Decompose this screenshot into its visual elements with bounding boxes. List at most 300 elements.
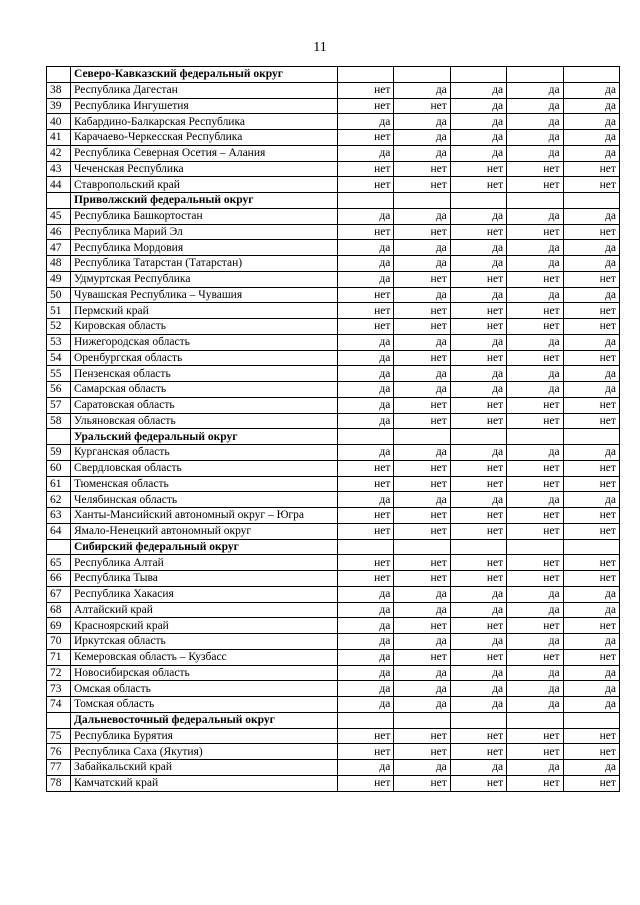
- value-cell: нет: [338, 130, 394, 146]
- regions-table: [46, 66, 620, 792]
- value-cell: да: [507, 634, 563, 650]
- value-cell: нет: [450, 303, 506, 319]
- value-cell: нет: [507, 413, 563, 429]
- district-number-cell: [47, 67, 71, 83]
- value-cell: да: [338, 665, 394, 681]
- value-cell: да: [507, 445, 563, 461]
- value-cell: да: [338, 145, 394, 161]
- region-name: Республика Алтай: [71, 555, 338, 571]
- value-cell: да: [507, 665, 563, 681]
- value-cell: нет: [450, 649, 506, 665]
- table-row: [47, 571, 620, 587]
- value-cell: да: [507, 492, 563, 508]
- value-cell: нет: [563, 555, 619, 571]
- district-empty-cell: [394, 429, 450, 445]
- district-empty-cell: [394, 67, 450, 83]
- region-name: Красноярский край: [71, 618, 338, 634]
- value-cell: нет: [563, 571, 619, 587]
- district-empty-cell: [338, 193, 394, 209]
- value-cell: нет: [450, 618, 506, 634]
- table-row: [47, 586, 620, 602]
- table-row: [47, 760, 620, 776]
- value-cell: нет: [563, 728, 619, 744]
- value-cell: да: [394, 697, 450, 713]
- value-cell: нет: [563, 649, 619, 665]
- value-cell: да: [563, 287, 619, 303]
- value-cell: да: [338, 397, 394, 413]
- region-name: Самарская область: [71, 382, 338, 398]
- region-name: Челябинская область: [71, 492, 338, 508]
- region-name: Ульяновская область: [71, 413, 338, 429]
- value-cell: нет: [450, 744, 506, 760]
- value-cell: да: [338, 649, 394, 665]
- value-cell: нет: [450, 775, 506, 791]
- value-cell: да: [394, 492, 450, 508]
- value-cell: нет: [563, 319, 619, 335]
- region-name: Кабардино-Балкарская Республика: [71, 114, 338, 130]
- value-cell: нет: [563, 303, 619, 319]
- region-name: Республика Ингушетия: [71, 98, 338, 114]
- table-row: [47, 445, 620, 461]
- value-cell: да: [394, 82, 450, 98]
- value-cell: нет: [507, 319, 563, 335]
- value-cell: нет: [563, 224, 619, 240]
- value-cell: да: [394, 145, 450, 161]
- value-cell: да: [563, 382, 619, 398]
- value-cell: да: [507, 114, 563, 130]
- value-cell: да: [338, 602, 394, 618]
- value-cell: да: [450, 208, 506, 224]
- district-header-row: [47, 193, 620, 209]
- value-cell: нет: [394, 350, 450, 366]
- value-cell: да: [563, 130, 619, 146]
- table-row: [47, 208, 620, 224]
- value-cell: нет: [563, 476, 619, 492]
- region-name: Алтайский край: [71, 602, 338, 618]
- value-cell: да: [507, 382, 563, 398]
- value-cell: да: [507, 366, 563, 382]
- value-cell: нет: [507, 744, 563, 760]
- row-number: 77: [47, 760, 71, 776]
- region-name: Чеченская Республика: [71, 161, 338, 177]
- value-cell: нет: [394, 319, 450, 335]
- value-cell: да: [450, 366, 506, 382]
- value-cell: да: [507, 82, 563, 98]
- district-header-row: [47, 712, 620, 728]
- value-cell: да: [394, 287, 450, 303]
- region-name: Курганская область: [71, 445, 338, 461]
- district-empty-cell: [338, 429, 394, 445]
- value-cell: да: [507, 760, 563, 776]
- row-number: 52: [47, 319, 71, 335]
- district-title: Северо-Кавказский федеральный округ: [71, 67, 338, 83]
- table-row: [47, 476, 620, 492]
- region-name: Удмуртская Республика: [71, 271, 338, 287]
- value-cell: нет: [563, 618, 619, 634]
- table-row: [47, 114, 620, 130]
- district-title: Сибирский федеральный округ: [71, 539, 338, 555]
- district-empty-cell: [338, 539, 394, 555]
- value-cell: нет: [450, 350, 506, 366]
- value-cell: да: [563, 82, 619, 98]
- value-cell: да: [563, 208, 619, 224]
- district-empty-cell: [507, 67, 563, 83]
- value-cell: нет: [338, 476, 394, 492]
- value-cell: нет: [338, 98, 394, 114]
- table-row: [47, 602, 620, 618]
- value-cell: да: [394, 586, 450, 602]
- row-number: 67: [47, 586, 71, 602]
- district-number-cell: [47, 712, 71, 728]
- row-number: 61: [47, 476, 71, 492]
- district-empty-cell: [450, 712, 506, 728]
- value-cell: нет: [338, 177, 394, 193]
- table-row: [47, 634, 620, 650]
- value-cell: нет: [507, 728, 563, 744]
- value-cell: да: [450, 445, 506, 461]
- value-cell: нет: [450, 508, 506, 524]
- table-row: [47, 240, 620, 256]
- district-title: Дальневосточный федеральный округ: [71, 712, 338, 728]
- row-number: 56: [47, 382, 71, 398]
- value-cell: нет: [507, 161, 563, 177]
- value-cell: да: [450, 287, 506, 303]
- value-cell: да: [450, 114, 506, 130]
- value-cell: нет: [450, 397, 506, 413]
- district-empty-cell: [450, 539, 506, 555]
- value-cell: да: [563, 681, 619, 697]
- value-cell: нет: [394, 476, 450, 492]
- district-empty-cell: [338, 712, 394, 728]
- row-number: 69: [47, 618, 71, 634]
- value-cell: нет: [450, 555, 506, 571]
- value-cell: да: [394, 130, 450, 146]
- region-name: Томская область: [71, 697, 338, 713]
- table-row: [47, 555, 620, 571]
- table-row: [47, 697, 620, 713]
- value-cell: нет: [394, 571, 450, 587]
- value-cell: нет: [338, 508, 394, 524]
- value-cell: да: [450, 697, 506, 713]
- row-number: 41: [47, 130, 71, 146]
- table-row: [47, 775, 620, 791]
- value-cell: нет: [338, 728, 394, 744]
- district-empty-cell: [394, 193, 450, 209]
- value-cell: да: [338, 618, 394, 634]
- value-cell: да: [450, 130, 506, 146]
- value-cell: нет: [507, 508, 563, 524]
- value-cell: да: [507, 586, 563, 602]
- value-cell: да: [338, 760, 394, 776]
- value-cell: нет: [338, 460, 394, 476]
- row-number: 65: [47, 555, 71, 571]
- value-cell: да: [507, 681, 563, 697]
- row-number: 71: [47, 649, 71, 665]
- row-number: 72: [47, 665, 71, 681]
- district-empty-cell: [507, 539, 563, 555]
- value-cell: да: [563, 445, 619, 461]
- row-number: 58: [47, 413, 71, 429]
- row-number: 45: [47, 208, 71, 224]
- value-cell: да: [450, 82, 506, 98]
- value-cell: да: [394, 256, 450, 272]
- value-cell: да: [507, 697, 563, 713]
- value-cell: да: [338, 240, 394, 256]
- table-row: [47, 271, 620, 287]
- table-row: [47, 523, 620, 539]
- value-cell: да: [507, 256, 563, 272]
- table-row: [47, 366, 620, 382]
- value-cell: нет: [394, 649, 450, 665]
- value-cell: нет: [338, 319, 394, 335]
- table-row: [47, 681, 620, 697]
- value-cell: да: [338, 697, 394, 713]
- value-cell: нет: [338, 224, 394, 240]
- row-number: 60: [47, 460, 71, 476]
- region-name: Республика Северная Осетия – Алания: [71, 145, 338, 161]
- value-cell: нет: [338, 744, 394, 760]
- value-cell: да: [507, 602, 563, 618]
- value-cell: нет: [450, 460, 506, 476]
- value-cell: да: [338, 366, 394, 382]
- value-cell: нет: [563, 523, 619, 539]
- value-cell: нет: [563, 775, 619, 791]
- table-row: [47, 413, 620, 429]
- value-cell: да: [338, 681, 394, 697]
- region-name: Республика Башкортостан: [71, 208, 338, 224]
- value-cell: да: [338, 492, 394, 508]
- value-cell: нет: [450, 476, 506, 492]
- value-cell: нет: [394, 775, 450, 791]
- page-number: 11: [313, 40, 327, 55]
- value-cell: нет: [394, 224, 450, 240]
- district-header-row: [47, 67, 620, 83]
- region-name: Кировская область: [71, 319, 338, 335]
- value-cell: нет: [394, 177, 450, 193]
- value-cell: да: [338, 413, 394, 429]
- value-cell: нет: [450, 523, 506, 539]
- district-empty-cell: [507, 712, 563, 728]
- region-name: Ставропольский край: [71, 177, 338, 193]
- value-cell: нет: [394, 161, 450, 177]
- value-cell: нет: [563, 161, 619, 177]
- value-cell: да: [394, 681, 450, 697]
- value-cell: да: [563, 760, 619, 776]
- value-cell: нет: [507, 303, 563, 319]
- region-name: Тюменская область: [71, 476, 338, 492]
- value-cell: да: [338, 634, 394, 650]
- district-header-row: [47, 429, 620, 445]
- value-cell: да: [507, 130, 563, 146]
- district-empty-cell: [563, 429, 619, 445]
- value-cell: да: [563, 602, 619, 618]
- value-cell: нет: [563, 397, 619, 413]
- value-cell: да: [450, 334, 506, 350]
- value-cell: да: [507, 208, 563, 224]
- table-row: [47, 177, 620, 193]
- row-number: 73: [47, 681, 71, 697]
- value-cell: да: [394, 114, 450, 130]
- row-number: 44: [47, 177, 71, 193]
- value-cell: нет: [338, 303, 394, 319]
- region-name: Камчатский край: [71, 775, 338, 791]
- value-cell: да: [507, 240, 563, 256]
- district-number-cell: [47, 193, 71, 209]
- value-cell: да: [563, 665, 619, 681]
- value-cell: нет: [394, 397, 450, 413]
- value-cell: да: [394, 445, 450, 461]
- value-cell: нет: [450, 224, 506, 240]
- table-row: [47, 744, 620, 760]
- value-cell: да: [450, 145, 506, 161]
- value-cell: нет: [338, 523, 394, 539]
- value-cell: да: [394, 760, 450, 776]
- value-cell: да: [507, 287, 563, 303]
- value-cell: да: [563, 586, 619, 602]
- table-row: [47, 382, 620, 398]
- value-cell: да: [450, 492, 506, 508]
- value-cell: нет: [563, 177, 619, 193]
- value-cell: нет: [394, 271, 450, 287]
- value-cell: нет: [394, 744, 450, 760]
- value-cell: нет: [507, 555, 563, 571]
- value-cell: нет: [507, 476, 563, 492]
- region-name: Свердловская область: [71, 460, 338, 476]
- row-number: 43: [47, 161, 71, 177]
- district-empty-cell: [507, 193, 563, 209]
- region-name: Оренбургская область: [71, 350, 338, 366]
- value-cell: нет: [394, 460, 450, 476]
- table-row: [47, 728, 620, 744]
- value-cell: да: [450, 602, 506, 618]
- table-row: [47, 508, 620, 524]
- value-cell: да: [394, 634, 450, 650]
- table-row: [47, 224, 620, 240]
- district-empty-cell: [450, 67, 506, 83]
- value-cell: нет: [507, 775, 563, 791]
- value-cell: нет: [563, 271, 619, 287]
- region-name: Республика Мордовия: [71, 240, 338, 256]
- value-cell: нет: [338, 82, 394, 98]
- value-cell: да: [563, 145, 619, 161]
- region-name: Карачаево-Черкесская Республика: [71, 130, 338, 146]
- value-cell: да: [450, 681, 506, 697]
- value-cell: нет: [338, 775, 394, 791]
- row-number: 47: [47, 240, 71, 256]
- row-number: 55: [47, 366, 71, 382]
- district-title: Приволжский федеральный округ: [71, 193, 338, 209]
- value-cell: нет: [563, 744, 619, 760]
- value-cell: да: [338, 445, 394, 461]
- value-cell: да: [450, 760, 506, 776]
- region-name: Республика Дагестан: [71, 82, 338, 98]
- table-row: [47, 145, 620, 161]
- district-number-cell: [47, 429, 71, 445]
- value-cell: да: [450, 382, 506, 398]
- district-empty-cell: [563, 67, 619, 83]
- value-cell: нет: [338, 287, 394, 303]
- region-name: Нижегородская область: [71, 334, 338, 350]
- region-name: Омская область: [71, 681, 338, 697]
- region-name: Ханты-Мансийский автономный округ – Югра: [71, 508, 338, 524]
- value-cell: да: [563, 634, 619, 650]
- table-row: [47, 287, 620, 303]
- region-name: Ямало-Ненецкий автономный округ: [71, 523, 338, 539]
- value-cell: да: [338, 334, 394, 350]
- region-name: Республика Хакасия: [71, 586, 338, 602]
- value-cell: да: [338, 350, 394, 366]
- value-cell: нет: [507, 177, 563, 193]
- value-cell: нет: [394, 413, 450, 429]
- value-cell: нет: [450, 271, 506, 287]
- table-row: [47, 161, 620, 177]
- value-cell: нет: [507, 350, 563, 366]
- value-cell: да: [563, 240, 619, 256]
- value-cell: да: [563, 334, 619, 350]
- value-cell: нет: [394, 618, 450, 634]
- region-name: Республика Бурятия: [71, 728, 338, 744]
- region-name: Республика Саха (Якутия): [71, 744, 338, 760]
- district-empty-cell: [563, 539, 619, 555]
- value-cell: да: [563, 98, 619, 114]
- value-cell: да: [338, 586, 394, 602]
- value-cell: да: [450, 240, 506, 256]
- value-cell: да: [507, 98, 563, 114]
- value-cell: да: [338, 256, 394, 272]
- value-cell: да: [563, 492, 619, 508]
- table-row: [47, 665, 620, 681]
- value-cell: да: [338, 271, 394, 287]
- row-number: 38: [47, 82, 71, 98]
- value-cell: нет: [450, 161, 506, 177]
- table-row: [47, 397, 620, 413]
- region-name: Саратовская область: [71, 397, 338, 413]
- row-number: 42: [47, 145, 71, 161]
- district-header-row: [47, 539, 620, 555]
- row-number: 54: [47, 350, 71, 366]
- value-cell: нет: [450, 571, 506, 587]
- row-number: 62: [47, 492, 71, 508]
- table-row: [47, 492, 620, 508]
- value-cell: нет: [394, 508, 450, 524]
- district-title: Уральский федеральный округ: [71, 429, 338, 445]
- value-cell: нет: [394, 555, 450, 571]
- row-number: 53: [47, 334, 71, 350]
- value-cell: нет: [563, 460, 619, 476]
- table-row: [47, 319, 620, 335]
- table-row: [47, 303, 620, 319]
- regions-table-body: [47, 67, 620, 792]
- value-cell: да: [507, 145, 563, 161]
- value-cell: нет: [450, 319, 506, 335]
- value-cell: нет: [450, 728, 506, 744]
- table-row: [47, 98, 620, 114]
- value-cell: нет: [507, 460, 563, 476]
- region-name: Забайкальский край: [71, 760, 338, 776]
- value-cell: нет: [450, 413, 506, 429]
- value-cell: нет: [338, 161, 394, 177]
- value-cell: нет: [507, 397, 563, 413]
- row-number: 70: [47, 634, 71, 650]
- value-cell: да: [450, 665, 506, 681]
- row-number: 48: [47, 256, 71, 272]
- row-number: 46: [47, 224, 71, 240]
- row-number: 39: [47, 98, 71, 114]
- district-empty-cell: [450, 193, 506, 209]
- region-name: Кемеровская область – Кузбасс: [71, 649, 338, 665]
- table-row: [47, 130, 620, 146]
- value-cell: нет: [394, 303, 450, 319]
